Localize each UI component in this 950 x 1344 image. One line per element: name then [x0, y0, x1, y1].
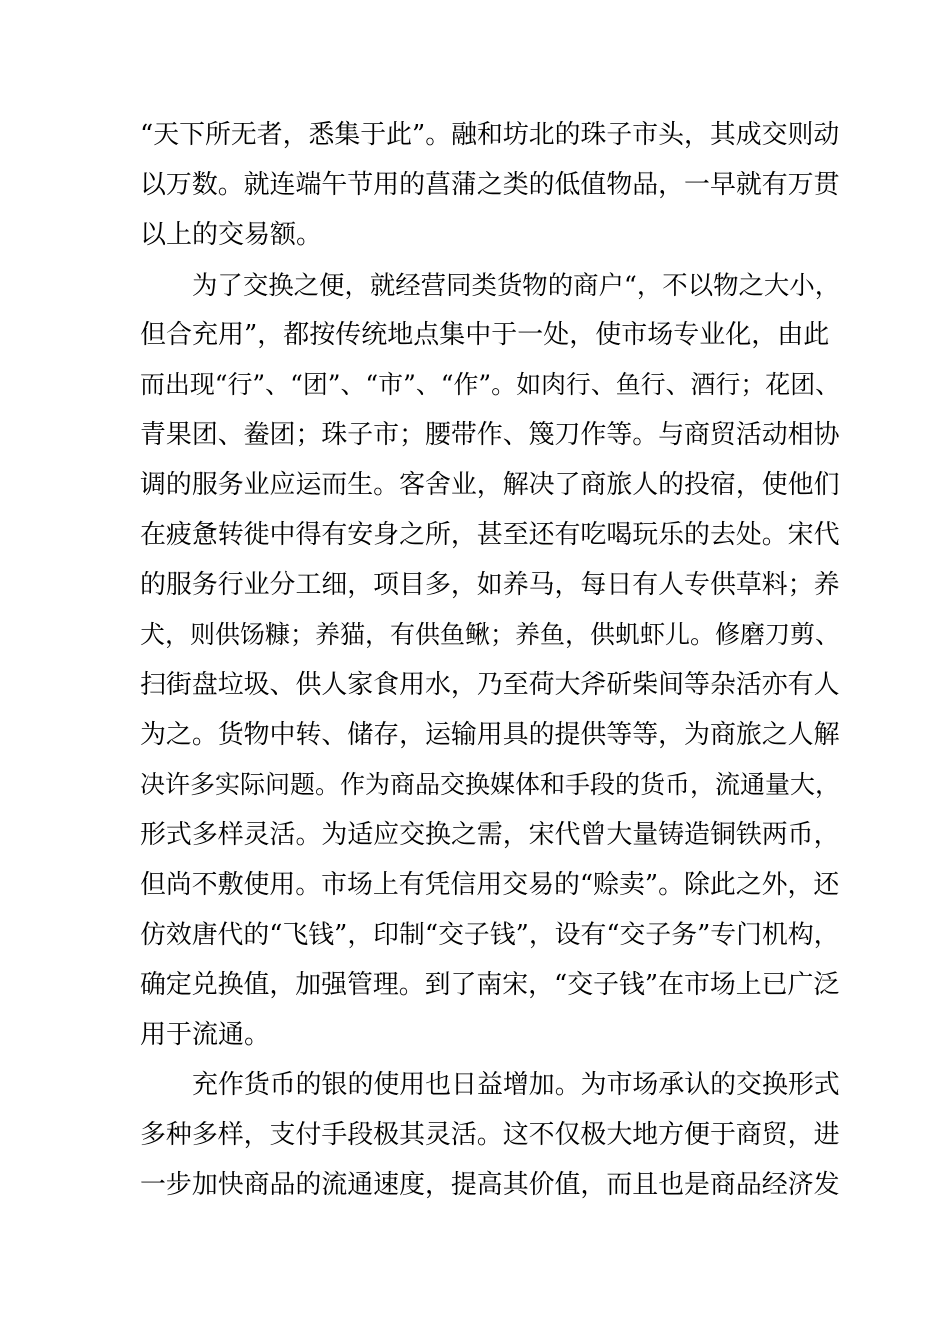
text-line: 但尚不敷使用。市场上有凭信用交易的“赊卖”。除此之外，还 — [140, 870, 840, 900]
paragraph — [140, 1060, 840, 1210]
text-line: 形式多样灵活。为适应交换之需，宋代曾大量铸造铜铁两币， — [140, 820, 840, 850]
text-line: 为之。货物中转、储存，运输用具的提供等等，为商旅之人解 — [140, 720, 840, 750]
text-line: 用于流通。 — [140, 1020, 271, 1050]
text-line: 一步加快商品的流通速度，提高其价值，而且也是商品经济发 — [140, 1170, 840, 1200]
text-line: 调的服务业应运而生。客舍业，解决了商旅人的投宿，使他们 — [140, 470, 840, 500]
text-line: 决许多实际问题。作为商品交换媒体和手段的货币，流通量大， — [140, 770, 841, 799]
text-line: 以上的交易额。 — [140, 220, 323, 250]
paragraph — [140, 110, 840, 260]
text-line: 但合充用”，都按传统地点集中于一处，使市场专业化，由此 — [140, 320, 830, 350]
text-line: 的服务行业分工细，项目多，如养马，每日有人专供草料；养 — [140, 570, 840, 600]
text-line: 以万数。就连端午节用的菖蒲之类的低值物品，一早就有万贯 — [140, 170, 840, 200]
text-line: “天下所无者，悉集于此”。融和坊北的珠子市头，其成交则动 — [140, 120, 840, 150]
text-line: 青果团、鲞团；珠子市；腰带作、篾刀作等。与商贸活动相协 — [140, 420, 840, 450]
text-line: 充作货币的银的使用也日益增加。为市场承认的交换形式 — [192, 1070, 840, 1100]
text-line: 扫街盘垃圾、供人家食用水，乃至荷大斧斫柴间等杂活亦有人 — [140, 670, 840, 700]
text-line: 在疲惫转徙中得有安身之所，甚至还有吃喝玩乐的去处。宋代 — [140, 520, 840, 550]
text-line: 确定兑换值，加强管理。到了南宋，“交子钱”在市场上已广泛 — [140, 970, 840, 1000]
paragraph — [140, 260, 840, 1060]
body-text — [140, 110, 840, 1210]
text-line: 而出现“行”、“团”、“市”、“作”。如肉行、鱼行、酒行；花团、 — [140, 370, 841, 399]
text-line: 多种多样，支付手段极其灵活。这不仅极大地方便于商贸，进 — [140, 1120, 840, 1150]
text-line: 仿效唐代的“飞钱”，印制“交子钱”，设有“交子务”专门机构， — [140, 920, 840, 950]
text-line: 犬，则供饧糠；养猫，有供鱼鳅；养鱼，供虮虾儿。修磨刀剪、 — [140, 620, 841, 649]
text-line: 为了交换之便，就经营同类货物的商户“，不以物之大小， — [192, 270, 841, 300]
